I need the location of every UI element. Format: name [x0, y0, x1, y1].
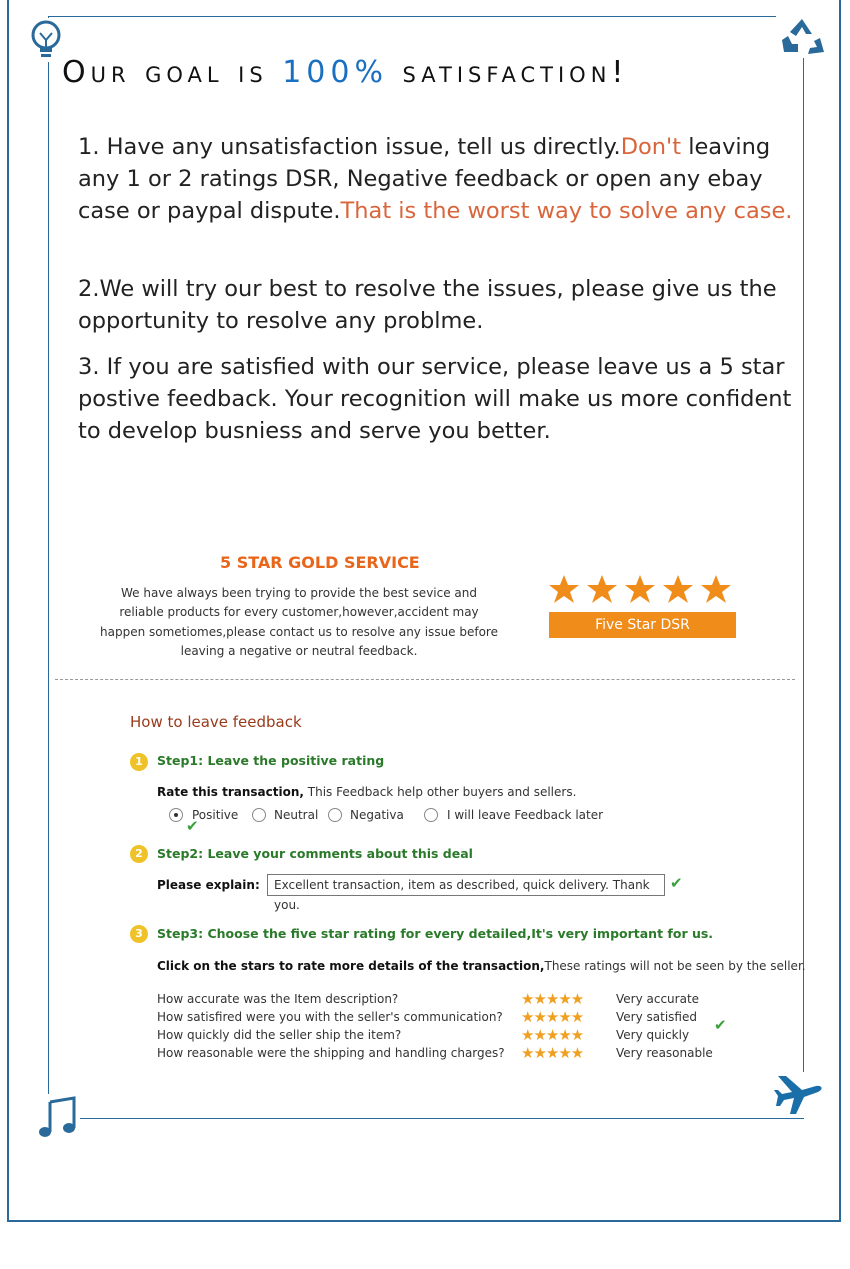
step2-number: 2 [130, 845, 148, 863]
feedback-guide-title: How to leave feedback [130, 713, 302, 731]
star-rating-row[interactable]: ★★★★★ [521, 1026, 584, 1044]
airplane-icon [772, 1072, 826, 1118]
detailed-star-ratings [521, 990, 583, 1062]
rating-labels [616, 990, 713, 1062]
step1-title: Step1: Leave the positive rating [157, 753, 385, 768]
click-stars-bold: Click on the stars to rate more details of the transaction, [157, 959, 545, 973]
star-icon [587, 575, 617, 603]
star-icon [625, 575, 655, 603]
p1-warning-worst: That is the worst way to solve any case. [340, 198, 793, 224]
rating-label: Very satisfied [616, 1010, 697, 1024]
dashed-divider [55, 679, 795, 680]
star-icon [701, 575, 731, 603]
frame-line-top [48, 16, 804, 17]
lightbulb-icon [25, 18, 67, 62]
frame-line-right [803, 16, 804, 1076]
step1-number: 1 [130, 753, 148, 771]
check-icon: ✔ [714, 1016, 727, 1034]
gold-service-text: We have always been trying to provide the best sevice and reliable products for every customer,however,accident may happen sometiomes,please contact us to resolve any issue before leaving a negative or neutral feedback. [100, 586, 498, 658]
headline-part1: Our goal is [62, 55, 283, 90]
p1-text: 1. Have any unsatisfaction issue, tell us directly. [78, 134, 621, 160]
check-icon: ✔ [670, 874, 683, 892]
frame-line-left [48, 16, 49, 1119]
radio-positive[interactable] [169, 808, 183, 822]
frame-line-bottom [75, 1118, 804, 1119]
rating-label: Very accurate [616, 992, 700, 1006]
rating-questions [157, 990, 505, 1062]
step3-number: 3 [130, 925, 148, 943]
question-item: How quickly did the seller ship the item? [157, 1028, 402, 1042]
radio-label-positive: Positive [192, 808, 239, 822]
policy-paragraph-2: 2.We will try our best to resolve the issues, please give us the opportunity to resolve any problme. [78, 276, 777, 334]
gold-service-title: 5 STAR GOLD SERVICE [220, 553, 420, 572]
recycle-icon [776, 16, 828, 58]
rate-transaction-text [157, 785, 576, 799]
radio-negative[interactable] [328, 808, 342, 822]
question-item: How reasonable were the shipping and handling charges? [157, 1046, 505, 1060]
radio-label-negative: Negativa [350, 808, 404, 822]
rate-transaction-bold: Rate this transaction, [157, 785, 304, 799]
star-icon [549, 575, 579, 603]
click-stars-note: These ratings will not be seen by the seller. [544, 959, 806, 973]
radio-label-neutral: Neutral [274, 808, 319, 822]
question-item: How accurate was the Item description? [157, 992, 399, 1006]
music-note-icon [36, 1094, 80, 1140]
explain-label-text: Please explain: [157, 878, 260, 892]
radio-label-later: I will leave Feedback later [447, 808, 604, 822]
headline-part2: satisfaction! [388, 55, 629, 90]
check-icon: ✔ [186, 817, 199, 835]
radio-neutral[interactable] [252, 808, 266, 822]
p1-warning-dont: Don't [620, 134, 682, 160]
five-star-dsr-badge: Five Star DSR [549, 612, 736, 638]
click-stars-text [157, 959, 806, 973]
rating-label: Very reasonable [616, 1046, 713, 1060]
star-rating-row[interactable]: ★★★★★ [521, 1044, 584, 1062]
explain-input[interactable]: Excellent transaction, item as described, quick delivery. Thank you. [267, 874, 665, 896]
explain-label [157, 878, 260, 892]
radio-later[interactable] [424, 808, 438, 822]
star-rating-row[interactable]: ★★★★★ [521, 990, 584, 1008]
p1-text-2: leaving any 1 or 2 ratings DSR, Negative feedback or open any ebay case or paypal dispute. [78, 134, 771, 224]
step3-title: Step3: Choose the five star rating for every detailed,It's very important for us. [157, 926, 714, 941]
step2-title: Step2: Leave your comments about this deal [157, 846, 473, 861]
policy-paragraph-1 [78, 131, 798, 227]
rating-label: Very quickly [616, 1028, 690, 1042]
rate-transaction-note: This Feedback help other buyers and sellers. [303, 785, 577, 799]
headline [62, 55, 802, 90]
five-star-rating [548, 574, 738, 606]
question-item: How satisfired were you with the seller's communication? [157, 1010, 503, 1024]
star-rating-row[interactable]: ★★★★★ [521, 1008, 584, 1026]
policy-paragraph-3: 3. If you are satisfied with our service, please leave us a 5 star postive feedback. Your recognition will make us more confident to develop busniess and serve you better. [78, 354, 792, 444]
star-icon [663, 575, 693, 603]
headline-accent: 100% [282, 55, 388, 90]
